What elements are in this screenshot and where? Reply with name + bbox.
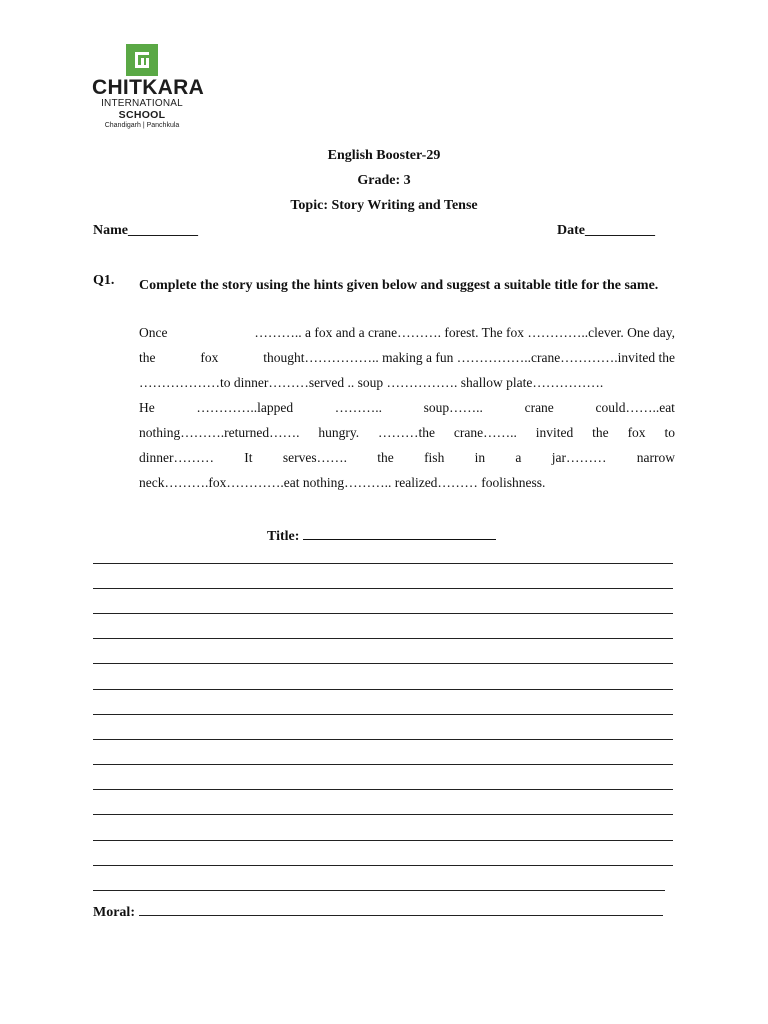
story-line <box>139 450 675 475</box>
story-word: ……….. <box>334 400 383 415</box>
story-word: nothing……….returned……. <box>139 425 300 440</box>
story-line <box>139 325 675 350</box>
story-word: soup…….. <box>423 400 483 415</box>
logo-school-name: CHITKARA <box>92 76 205 99</box>
story-word: fish <box>424 450 445 465</box>
story-word: dinner……… <box>139 450 214 465</box>
story-word: serves……. <box>282 450 347 465</box>
story-word: It <box>244 450 253 465</box>
story-word: the <box>139 350 156 365</box>
story-word: fox <box>200 350 219 365</box>
story-line <box>139 350 675 375</box>
story-word: jar……… <box>551 450 607 465</box>
name-field[interactable]: Name__________ <box>93 223 198 238</box>
story-word: ……….. a fox and a crane………. forest. The fox …………..clever. One day, <box>254 325 675 340</box>
moral-blank[interactable] <box>139 901 663 916</box>
logo-line-international: INTERNATIONAL <box>101 98 183 109</box>
story-word: ………the <box>378 425 436 440</box>
story-word: a <box>515 450 522 465</box>
story-line <box>139 400 675 425</box>
story-word: invited <box>535 425 574 440</box>
story-word: the <box>592 425 609 440</box>
story-word: neck……….fox………….eat nothing……….. realized……… foolishness. <box>139 475 546 490</box>
title-blank[interactable] <box>303 525 496 540</box>
writing-line[interactable] <box>93 714 673 715</box>
title-label: Title: <box>267 529 300 544</box>
story-word: narrow <box>636 450 675 465</box>
story-word: crane…….. <box>453 425 517 440</box>
story-word: could……..eat <box>595 400 675 415</box>
story-word: Once <box>139 325 168 340</box>
date-field[interactable]: Date__________ <box>557 223 655 238</box>
writing-line[interactable] <box>93 689 673 690</box>
writing-line[interactable] <box>93 739 673 740</box>
story-word: in <box>474 450 486 465</box>
story-word: fox <box>627 425 646 440</box>
moral-label: Moral: <box>93 905 135 920</box>
story-word: the <box>377 450 394 465</box>
story-word: crane <box>524 400 554 415</box>
writing-line[interactable] <box>93 890 665 891</box>
logo-line-school: SCHOOL <box>118 109 166 121</box>
story-word: thought…………….. making a fun ……………..crane………….invited the <box>263 350 675 365</box>
chitkara-logo-icon <box>126 44 158 76</box>
story-word: ………………to dinner………served .. soup ……………. shallow plate……………. <box>139 375 604 390</box>
story-word: hungry. <box>318 425 360 440</box>
story-word: He <box>139 400 155 415</box>
writing-line[interactable] <box>93 588 673 589</box>
question-number: Q1. <box>93 273 115 288</box>
writing-line[interactable] <box>93 764 673 765</box>
story-word: …………..lapped <box>196 400 294 415</box>
writing-line[interactable] <box>93 563 673 564</box>
writing-line[interactable] <box>93 814 673 815</box>
worksheet-heading: English Booster-29 <box>327 148 441 163</box>
story-word: to <box>664 425 675 440</box>
title-row <box>267 525 496 545</box>
question-text: Complete the story using the hints given below and suggest a suitable title for the same. <box>139 278 659 293</box>
grade-label: Grade: 3 <box>357 173 411 188</box>
story-line <box>139 425 675 450</box>
writing-line[interactable] <box>93 663 673 664</box>
writing-line[interactable] <box>93 613 673 614</box>
logo-line-location: Chandigarh | Panchkula <box>104 122 180 129</box>
writing-line[interactable] <box>93 865 673 866</box>
story-line <box>139 375 675 400</box>
school-logo <box>92 44 205 131</box>
story-line <box>139 475 675 500</box>
topic-label: Topic: Story Writing and Tense <box>290 198 478 213</box>
writing-line[interactable] <box>93 789 673 790</box>
writing-line[interactable] <box>93 638 673 639</box>
story-hints <box>139 325 675 500</box>
writing-line[interactable] <box>93 840 673 841</box>
moral-row <box>93 901 663 921</box>
